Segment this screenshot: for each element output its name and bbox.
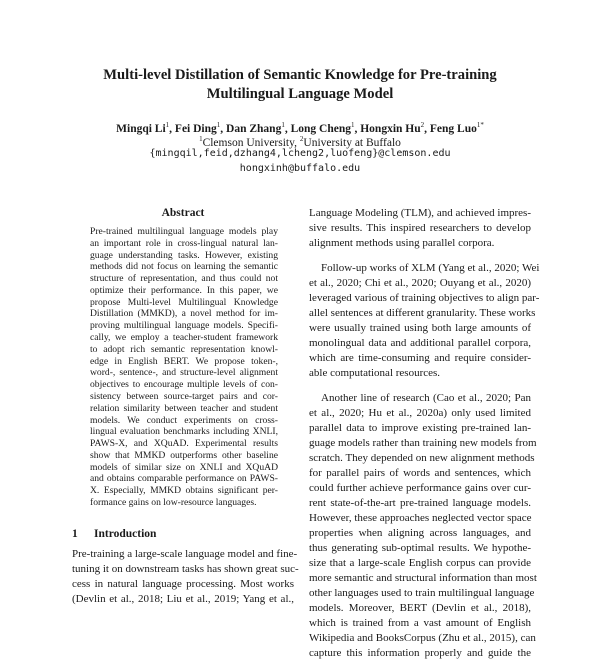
abstract-line: sistency between source-target pairs and cor-: [90, 390, 278, 402]
author-affil-mark: 2: [420, 121, 425, 129]
section-number: 1: [72, 528, 78, 540]
title-line-2: Multilingual Language Model: [206, 86, 394, 102]
author-affil-mark: 1*: [476, 121, 484, 129]
body-line: which is trained from a vast amount of English: [309, 617, 531, 629]
body-line: Pre-training a large-scale language model and fine-: [72, 548, 298, 560]
abstract-line: structure of representation, and thus could not: [90, 273, 278, 285]
abstract-line: formance gains on low-resource languages.: [90, 496, 257, 508]
body-line: leveraged various of training objectives to align par-: [309, 292, 540, 304]
affil-institution: Clemson University,: [202, 136, 300, 149]
email-buffalo: hongxinh@buffalo.edu: [239, 163, 361, 174]
body-line: However, these approaches neglected vector space: [309, 512, 532, 524]
abstract-line: PAWS-X, and XQuAD. Experimental results: [90, 438, 278, 450]
abstract-line: relation similarity between teacher and student: [90, 402, 278, 414]
author-name: Dan Zhang: [226, 122, 282, 135]
body-line: able computational resources.: [309, 367, 441, 379]
body-line: Another line of research (Cao et al., 2020; Pan: [321, 392, 531, 404]
author-affil-mark: 1: [350, 121, 355, 129]
body-line: for parallel pairs of words and sentences, which: [309, 467, 531, 479]
introduction-body: [72, 547, 299, 607]
title-line-1: Multi-level Distillation of Semantic Knowledge for Pre-training: [103, 67, 497, 83]
body-line: which are time-consuming and require consider-: [309, 352, 531, 364]
abstract-body: [90, 226, 278, 509]
right-column-body: [309, 206, 540, 661]
abstract-line: guage understanding tasks. However, existing: [90, 249, 278, 261]
abstract-heading: Abstract: [161, 207, 205, 219]
affil-institution: University at Buffalo: [303, 136, 401, 149]
body-line: models. Moreover, BERT (Devlin et al., 2018),: [309, 602, 531, 614]
body-line: guage models rather than training new models from: [309, 437, 537, 449]
paper-title: [40, 66, 560, 104]
author-list: Mingqi Li$^1$, Fei Ding$^1$, Dan Zhang$^1$, Long Cheng$^1$, Hongxin Hu$^2$, Feng Luo$^{1*}$: [116, 121, 484, 135]
section-title: Introduction: [94, 528, 157, 540]
author-name: Feng Luo: [429, 122, 477, 135]
body-line: tuning it on downstream tasks has shown great suc-: [72, 563, 299, 575]
abstract-line: methods did not focus on learning the semantic: [90, 261, 278, 273]
affil-mark: 2: [299, 135, 304, 143]
abstract-line: to adopt rich semantic representation knowl-: [90, 343, 278, 355]
body-line: et al., 2020; Hu et al., 2020a) only used limited: [309, 407, 531, 419]
abstract-line: propose Multi-level Multilingual Knowledge: [90, 296, 278, 308]
body-line: monolingual data and additional parallel corpora,: [309, 337, 531, 349]
body-line: parallel data to improve existing pre-trained lan-: [309, 422, 531, 434]
paragraph-gap: [309, 251, 531, 261]
abstract-line: Distillation (MMKD), a novel method for im-: [90, 308, 278, 320]
body-line: capture this information properly and guide the: [309, 647, 531, 659]
body-line: scratch. They depended on new alignment methods: [309, 452, 535, 464]
body-line: size that a large-scale English corpus can provide: [309, 557, 531, 569]
affil-mark: 1: [199, 135, 203, 143]
body-line: rent state-of-the-art pre-trained language models.: [309, 497, 531, 509]
abstract-line: an important role in cross-lingual natural lan-: [90, 237, 278, 249]
body-line: Follow-up works of XLM (Yang et al., 2020; Wei: [321, 262, 540, 274]
abstract-line: edge in English BERT. We propose token-,: [90, 355, 278, 367]
abstract-line: Pre-trained multilingual language models play: [90, 226, 278, 237]
body-line: could further achieve performance gains over cur-: [309, 482, 531, 494]
abstract-line: show that MMKD outperforms other baseline: [90, 449, 278, 461]
body-line: allel sentences at different granularity. These works: [309, 307, 536, 319]
abstract-line: objectives to encourage multiple levels of con-: [90, 379, 278, 391]
abstract-line: word-, sentence-, and structure-level alignment: [90, 367, 278, 379]
abstract-line: and obtains comparable performance on PAWS-: [90, 473, 278, 485]
body-line: properties when aligning across languages, and: [309, 527, 531, 539]
author-affil-mark: 1: [281, 121, 285, 129]
body-line: (Devlin et al., 2018; Liu et al., 2019; Yang et al.,: [72, 593, 294, 605]
abstract-line: cally, we employ a teacher-student framework: [90, 332, 278, 344]
abstract-line: X. Especially, MMKD obtains significant per-: [90, 485, 278, 497]
body-line: more semantic and structural information than most: [309, 572, 537, 584]
author-name: Fei Ding: [174, 122, 217, 135]
body-line: Language Modeling (TLM), and achieved impres-: [309, 207, 531, 219]
author-affil-mark: 1: [165, 121, 170, 129]
abstract-line: optimize their performance. In this paper, we: [90, 284, 278, 296]
section-heading-introduction: [72, 528, 156, 540]
abstract-line: proving multilingual language models. Specifi-: [90, 320, 278, 332]
body-line: Wikipedia and BooksCorpus (Zhu et al., 2015), can: [309, 632, 536, 644]
author-affil-mark: 1: [216, 121, 221, 129]
author-name: Long Cheng: [290, 122, 351, 135]
body-line: cess in natural language processing. Most works: [72, 578, 294, 590]
body-line: sive results. This inspired researchers to develop: [309, 222, 531, 234]
paragraph-gap: [309, 381, 531, 391]
body-line: et al., 2020; Chi et al., 2020; Ouyang et al., 2020): [309, 277, 531, 289]
email-clemson: {mingqil,feid,dzhang4,lcheng2,luofeng}@clemson.edu: [149, 148, 451, 159]
body-line: other languages used to train multilingual language: [309, 587, 535, 599]
abstract-line: models. We conduct experiments on cross-: [90, 414, 278, 426]
body-line: alignment methods using parallel corpora.: [309, 237, 495, 249]
abstract-line: models of similar size on XNLI and XQuAD: [90, 461, 278, 473]
body-line: thus generating sub-optimal results. We hypothe-: [309, 542, 531, 554]
author-name: Hongxin Hu: [360, 122, 421, 135]
author-name: Mingqi Li: [116, 122, 166, 135]
body-line: were usually trained using both large amounts of: [309, 322, 531, 334]
abstract-line: lingual evaluation benchmarks including XNLI,: [90, 426, 278, 438]
